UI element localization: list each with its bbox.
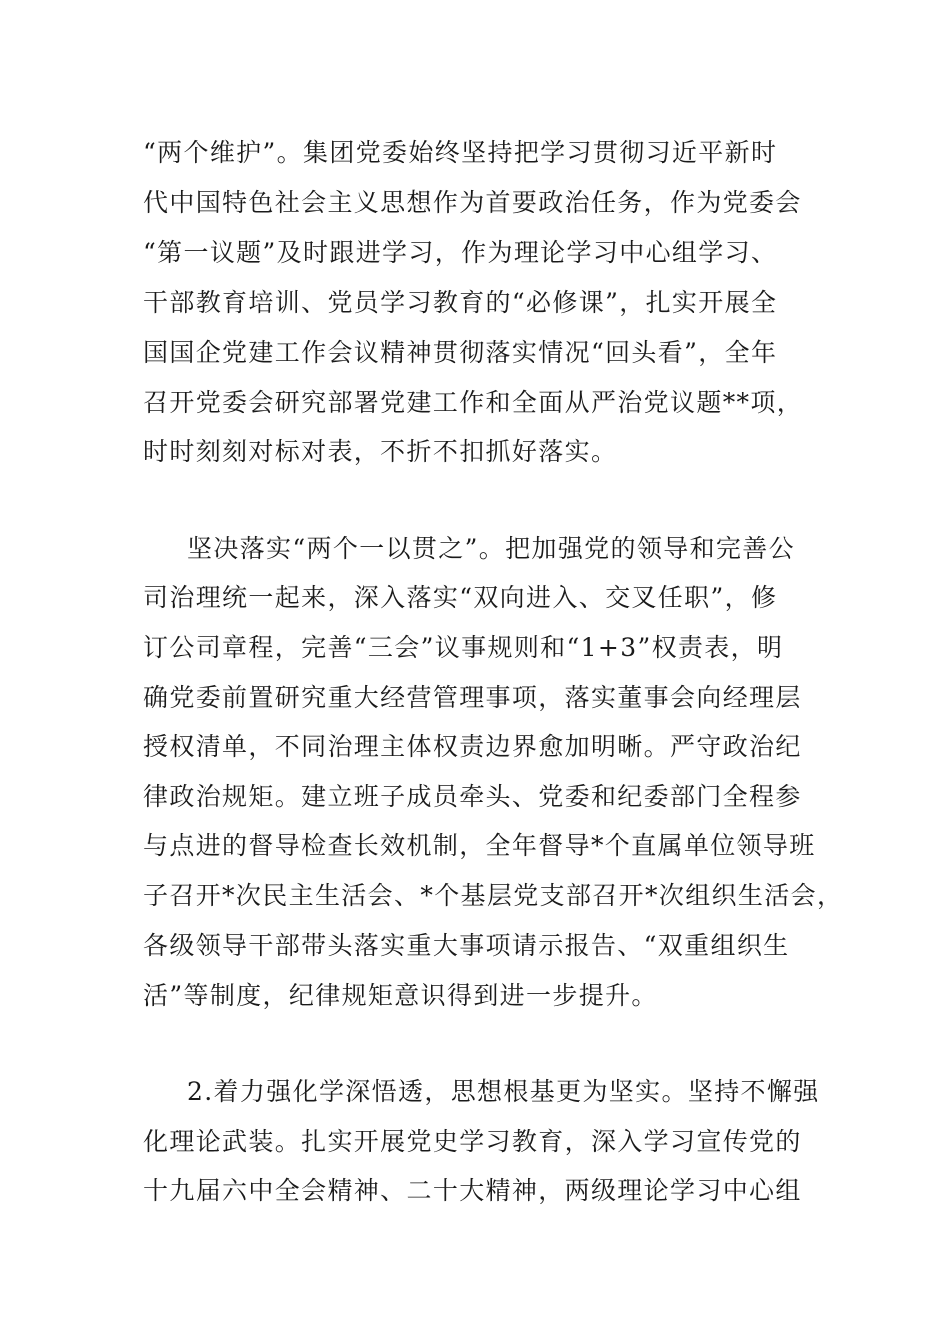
text-line: 子召开*次民主生活会、*个基层党支部召开*次组织生活会， — [143, 881, 844, 910]
text-line: 各级领导干部带头落实重大事项请示报告、“双重组织生 — [143, 931, 790, 960]
text-line: 国国企党建工作会议精神贯彻落实情况“回头看”，全年 — [143, 338, 778, 367]
text-line: 授权清单，不同治理主体权责边界愈加明晰。严守政治纪 — [143, 732, 802, 761]
text-line: 时时刻刻对标对表，不折不扣抓好落实。 — [143, 437, 618, 466]
text-line: “第一议题”及时跟进学习，作为理论学习中心组学习、 — [143, 238, 778, 267]
text-line: 化理论武装。扎实开展党史学习教育，深入学习宣传党的 — [143, 1127, 802, 1156]
text-line: 活”等制度，纪律规矩意识得到进一步提升。 — [143, 981, 658, 1010]
text-line: 2.着力强化学深悟透，思想根基更为坚实。坚持不懈强 — [187, 1077, 820, 1106]
text-line: 十九届六中全会精神、二十大精神，两级理论学习中心组 — [143, 1176, 802, 1205]
text-line: 订公司章程，完善“三会”议事规则和“1+3”权责表，明 — [143, 633, 784, 662]
text-line: 与点进的督导检查长效机制，全年督导*个直属单位领导班 — [143, 831, 816, 860]
text-line: 司治理统一起来，深入落实“双向进入、交叉任职”，修 — [143, 583, 778, 612]
text-line: 律政治规矩。建立班子成员牵头、党委和纪委部门全程参 — [143, 782, 802, 811]
text-line: 召开党委会研究部署党建工作和全面从严治党议题**项， — [143, 388, 804, 417]
text-line: “两个维护”。集团党委始终坚持把学习贯彻习近平新时 — [143, 138, 778, 167]
text-line: 坚决落实“两个一以贯之”。把加强党的领导和完善公 — [187, 534, 795, 563]
text-line: 确党委前置研究重大经营管理事项，落实董事会向经理层 — [143, 683, 802, 712]
text-line: 干部教育培训、党员学习教育的“必修课”，扎实开展全 — [143, 288, 778, 317]
text-line: 代中国特色社会主义思想作为首要政治任务，作为党委会 — [143, 188, 802, 217]
